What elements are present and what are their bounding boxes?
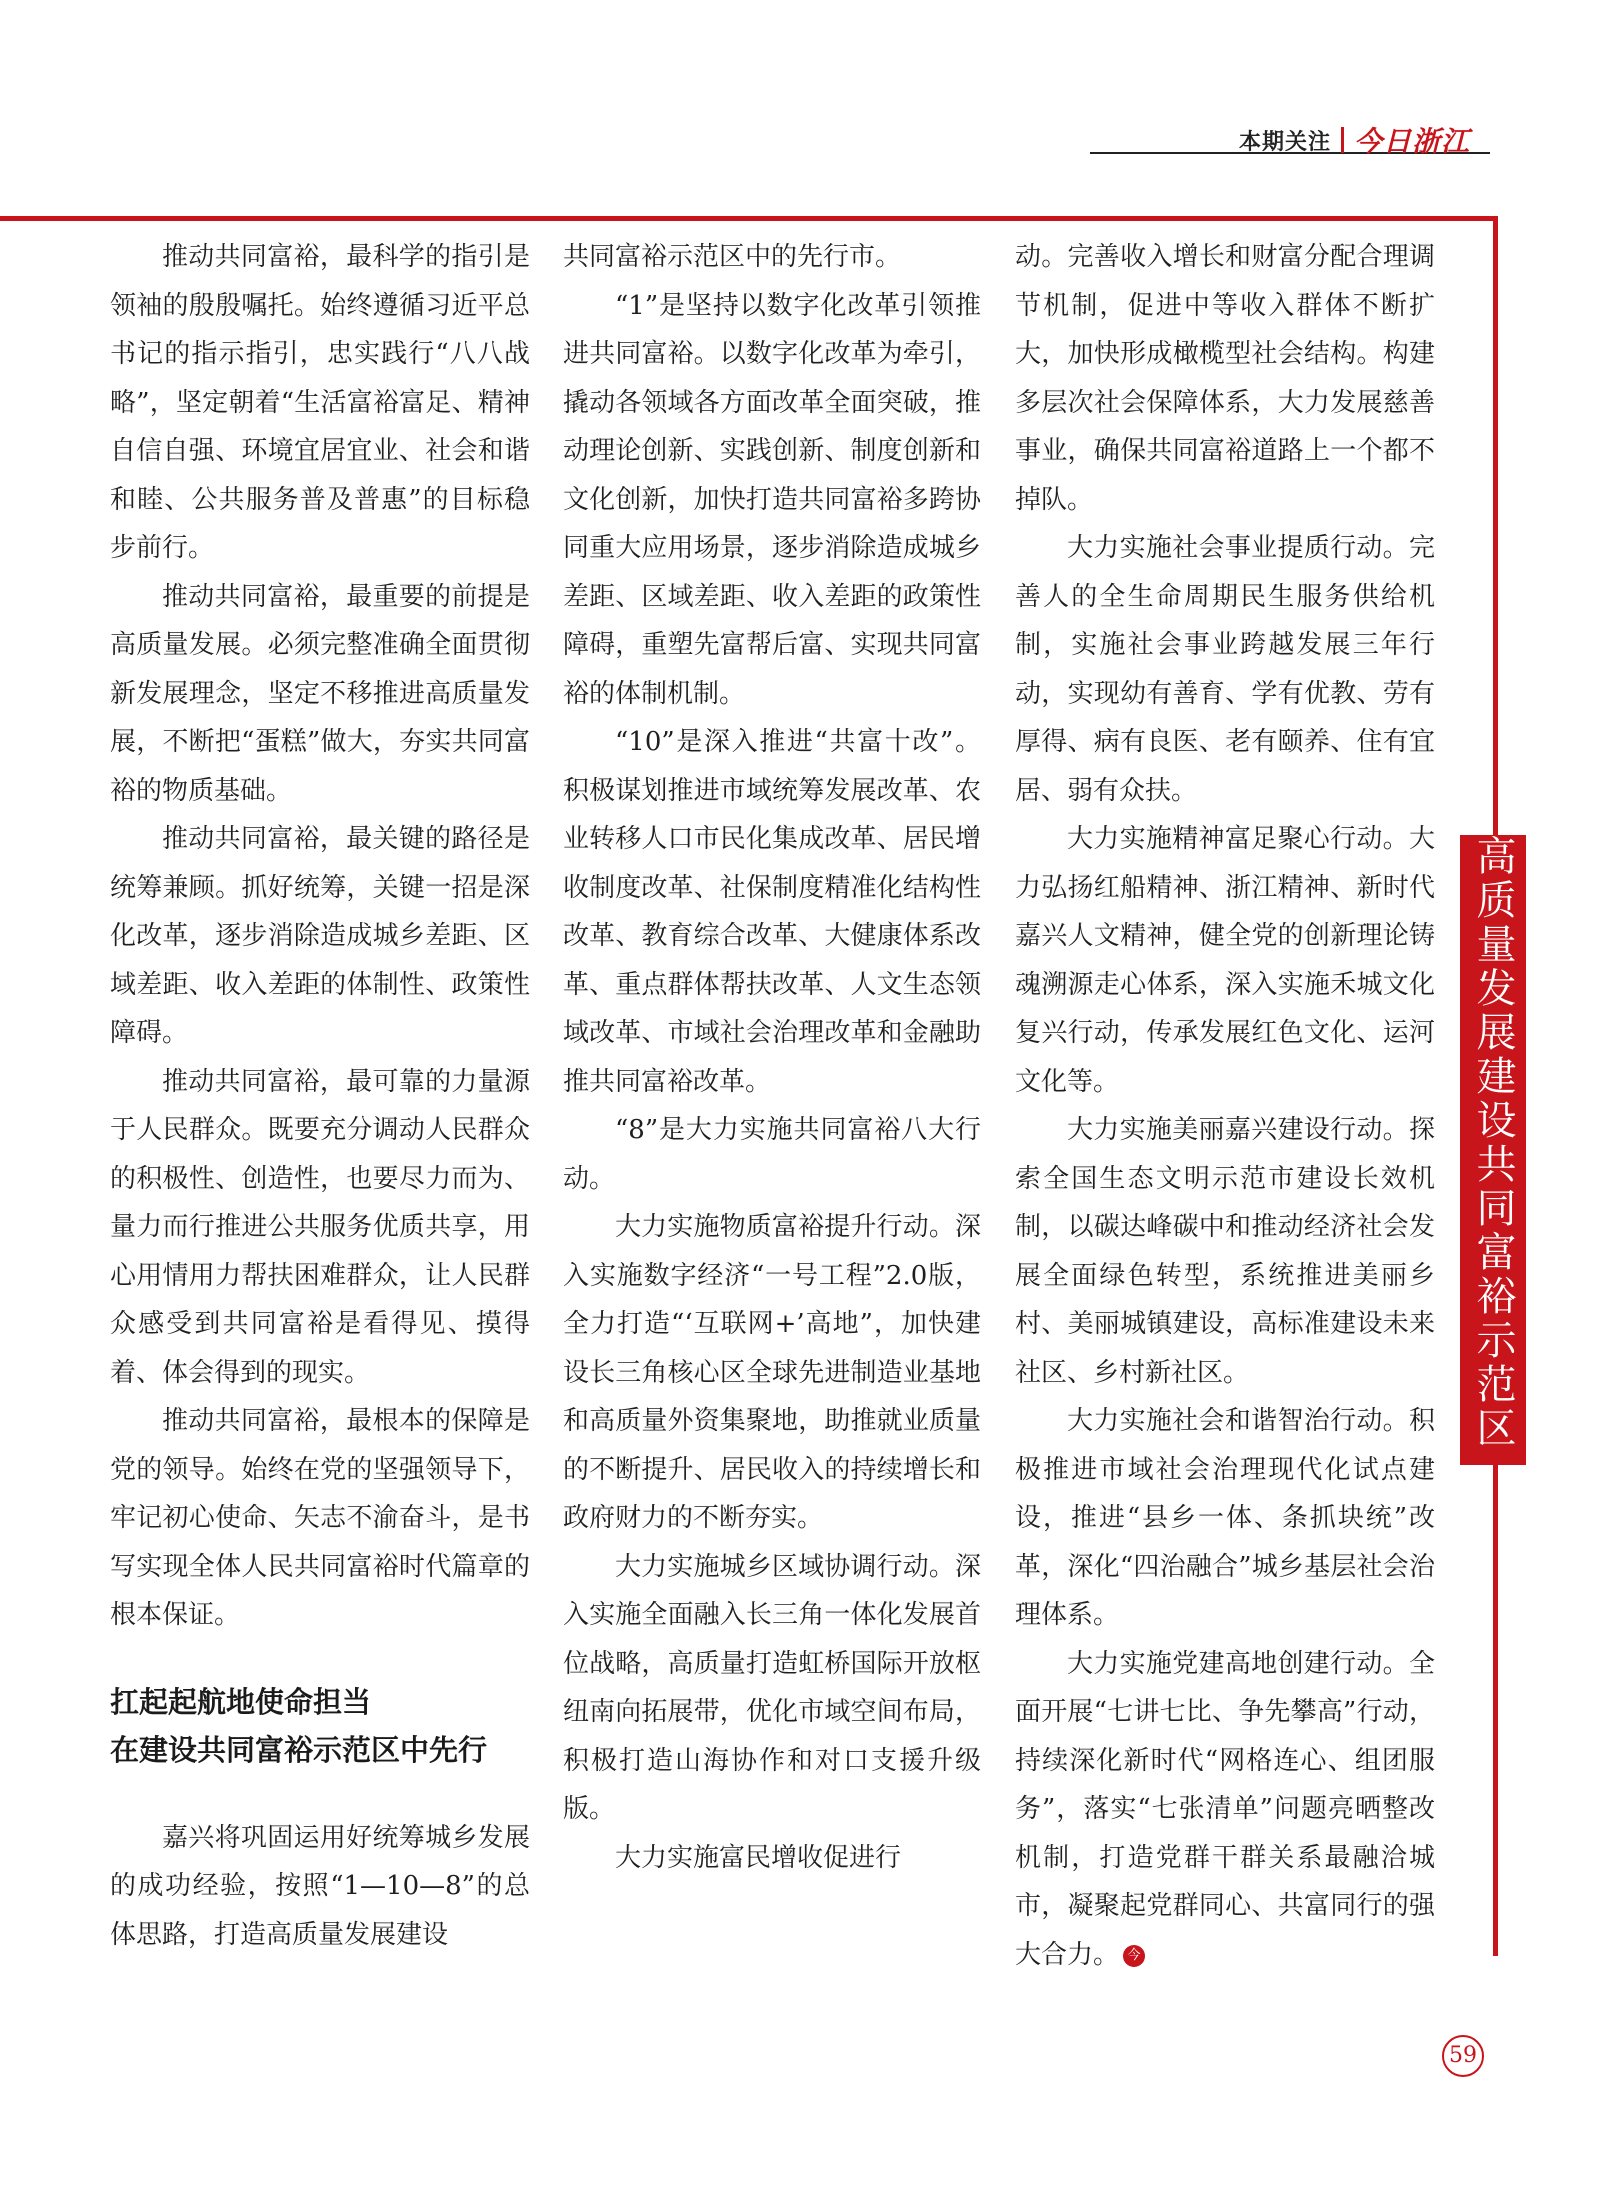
column-1	[110, 233, 530, 1959]
subheading-line-1: 扛起起航地使命担当	[110, 1684, 372, 1719]
column-3	[1015, 233, 1435, 1979]
page-number: 59	[1442, 2035, 1484, 2077]
paragraph-text: 大力实施党建高地创建行动。全面开展“七讲七比、争先攀高”行动，持续深化新时代“网格连心、组团服务”，落实“七张清单”问题亮晒整改机制，打造党群干群关系最融洽城市，凝聚起党群同心、共富同行的强大合力。	[1015, 1648, 1435, 1970]
paragraph: 大力实施社会事业提质行动。完善人的全生命周期民生服务供给机制，实施社会事业跨越发展三年行动，实现幼有善育、学有优教、劳有厚得、病有良医、老有颐养、住有宜居、弱有众扶。	[1015, 533, 1435, 806]
paragraph-continuation: 共同富裕示范区中的先行市。	[563, 242, 902, 272]
subheading	[110, 1678, 530, 1774]
red-frame-top	[0, 216, 1498, 221]
column-2	[563, 233, 981, 1882]
subheading-line-2: 在建设共同富裕示范区中先行	[110, 1732, 488, 1767]
header-separator	[1341, 127, 1344, 153]
paragraph: “1”是坚持以数字化改革引领推进共同富裕。以数字化改革为牵引，撬动各领域各方面改革全面突破，推动理论创新、实践创新、制度创新和文化创新，加快打造共同富裕多跨协同重大应用场景，逐步消除造成城乡差距、区域差距、收入差距的政策性障碍，重塑先富帮后富、实现共同富裕的体制机制。	[563, 290, 981, 709]
paragraph: 大力实施美丽嘉兴建设行动。探索全国生态文明示范市建设长效机制，以碳达峰碳中和推动经济社会发展全面绿色转型，系统推进美丽乡村、美丽城镇建设，高标准建设未来社区、乡村新社区。	[1015, 1115, 1435, 1388]
paragraph: “8”是大力实施共同富裕八大行动。	[563, 1115, 981, 1194]
magazine-logo: 今日浙江	[1353, 125, 1470, 158]
paragraph: 推动共同富裕，最科学的指引是领袖的殷殷嘱托。始终遵循习近平总书记的指示指引，忠实践行“八八战略”，坚定朝着“生活富裕富足、精神自信自强、环境宜居宜业、社会和谐和睦、公共服务普及普惠”的目标稳步前行。	[110, 242, 530, 563]
paragraph-continuation: 动。完善收入增长和财富分配合理调节机制，促进中等收入群体不断扩大，加快形成橄榄型社会结构。构建多层次社会保障体系，大力发展慈善事业，确保共同富裕道路上一个都不掉队。	[1015, 242, 1435, 515]
vertical-banner	[1460, 835, 1526, 1465]
paragraph: 大力实施富民增收促进行	[615, 1842, 902, 1873]
section-label: 本期关注	[1238, 129, 1331, 155]
paragraph: 大力实施精神富足聚心行动。大力弘扬红船精神、浙江精神、新时代嘉兴人文精神，健全党的创新理论铸魂溯源走心体系，深入实施禾城文化复兴行动，传承发展红色文化、运河文化等。	[1015, 824, 1435, 1097]
paragraph: 大力实施物质富裕提升行动。深入实施数字经济“一号工程”2.0版，全力打造“‘互联网+’高地”，加快建设长三角核心区全球先进制造业基地和高质量外资集聚地，助推就业质量的不断提升、居民收入的持续增长和政府财力的不断夯实。	[563, 1212, 981, 1533]
paragraph: 推动共同富裕，最关键的路径是统筹兼顾。抓好统筹，关键一招是深化改革，逐步消除造成城乡差距、区域差距、收入差距的体制性、政策性障碍。	[110, 824, 530, 1048]
paragraph: “10”是深入推进“共富十改”。积极谋划推进市域统筹发展改革、农业转移人口市民化集成改革、居民增收制度改革、社保制度精准化结构性改革、教育综合改革、大健康体系改革、重点群体帮扶改革、人文生态领域改革、市域社会治理改革和金融助推共同富裕改革。	[563, 727, 981, 1097]
paragraph: 推动共同富裕，最根本的保障是党的领导。始终在党的坚强领导下，牢记初心使命、矢志不渝奋斗，是书写实现全体人民共同富裕时代篇章的根本保证。	[110, 1406, 530, 1630]
vertical-banner-text: 高质量发展建设共同富裕示范区	[1470, 835, 1516, 1451]
paragraph: 推动共同富裕，最重要的前提是高质量发展。必须完整准确全面贯彻新发展理念，坚定不移推进高质量发展，不断把“蛋糕”做大，夯实共同富裕的物质基础。	[110, 581, 530, 806]
paragraph: 嘉兴将巩固运用好统筹城乡发展的成功经验，按照“1—10—8”的总体思路，打造高质量发展建设	[110, 1822, 530, 1950]
end-mark-icon: 今	[1123, 1945, 1145, 1967]
paragraph: 大力实施社会和谐智治行动。积极推进市域社会治理现代化试点建设，推进“县乡一体、条抓块统”改革，深化“四治融合”城乡基层社会治理体系。	[1015, 1406, 1435, 1630]
page-header	[1140, 120, 1470, 160]
paragraph: 推动共同富裕，最可靠的力量源于人民群众。既要充分调动人民群众的积极性、创造性，也要尽力而为、量力而行推进公共服务优质共享，用心用情用力帮扶困难群众，让人民群众感受到共同富裕是看得见、摸得着、体会得到的现实。	[110, 1066, 530, 1388]
paragraph: 大力实施城乡区域协调行动。深入实施全面融入长三角一体化发展首位战略，高质量打造虹桥国际开放枢纽南向拓展带，优化市域空间布局，积极打造山海协作和对口支援升级版。	[563, 1551, 981, 1824]
paragraph-final	[1015, 1640, 1435, 1980]
